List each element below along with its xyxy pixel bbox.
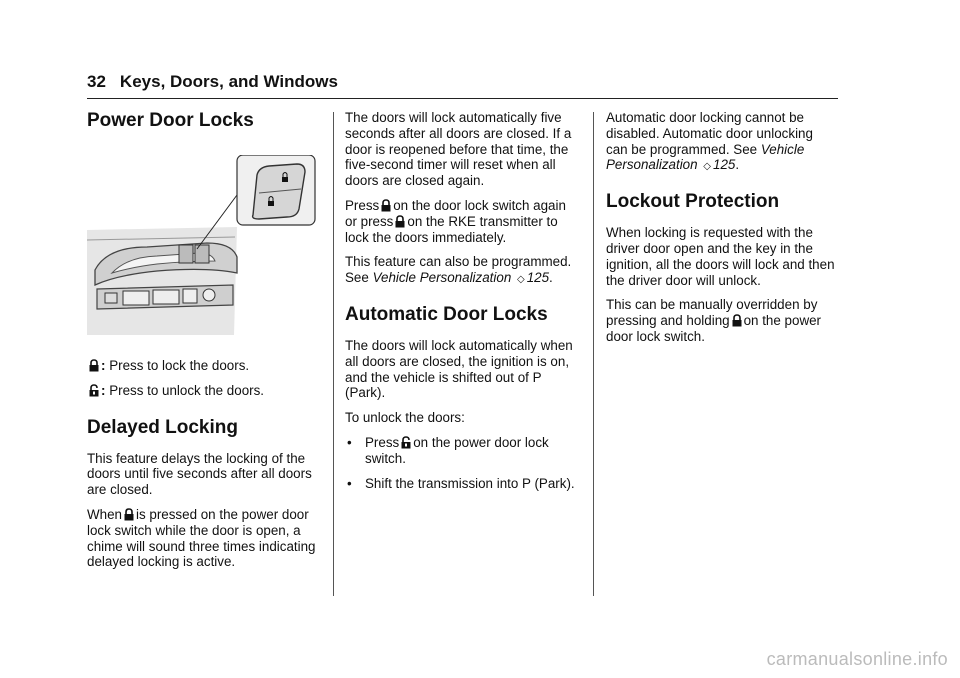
watermark: carmanualsonline.info — [766, 649, 948, 669]
lock-icon — [89, 359, 99, 372]
page-number: 32 — [87, 72, 106, 91]
lock-icon — [124, 508, 134, 521]
auto-lock-disable-para: Automatic door locking cannot be disabled. Automatic door unlocking can be programmed. See Vehicle Personalization ◇ 125. — [606, 110, 813, 173]
column-3 — [606, 110, 838, 354]
power-door-locks-heading: Power Door Locks — [87, 110, 254, 131]
unlock-definition: : Press to unlock the doors. — [87, 383, 319, 399]
unlock-doors-intro: To unlock the doors: — [345, 410, 465, 426]
lock-icon — [395, 215, 405, 228]
page-ref-icon: ◇ — [517, 274, 525, 286]
door-lock-switch-illustration — [87, 155, 317, 335]
lock-icon — [732, 314, 742, 327]
vehicle-personalization-link[interactable]: Vehicle Personalization — [372, 270, 512, 286]
automatic-door-locks-heading: Automatic Door Locks — [345, 303, 548, 325]
unlock-icon — [89, 384, 99, 397]
press-lock-para: Press on the door lock switch again or press on the RKE transmitter to lock the doors immediately. — [345, 197, 566, 245]
auto-lock-para-1: The doors will lock automatically five seconds after all doors are closed. If a door is reopened before that time, the five-second timer will reset when all doors are closed again. — [345, 110, 572, 189]
lockout-para-2: This can be manually overridden by pressing and holding on the power door lock switch. — [606, 297, 822, 344]
column-divider-2 — [593, 112, 594, 596]
column-1-body — [87, 358, 319, 579]
lockout-para-1: When locking is requested with the driver door open and the key in the ignition, all the doors will lock and then the driver door will unlock. — [606, 225, 835, 288]
lockout-protection-heading: Lockout Protection — [606, 191, 780, 213]
bullet-shift-park: • Shift the transmission into P (Park). — [347, 475, 575, 491]
column-1 — [87, 110, 319, 144]
header-rule — [87, 98, 838, 99]
programmed-para: This feature can also be programmed. See Vehicle Personalization ◇ 125. — [345, 254, 572, 286]
lock-icon — [381, 199, 391, 212]
lock-definition: : Press to lock the doors. — [87, 358, 319, 374]
vehicle-personalization-link[interactable]: Vehicle Personalization — [606, 141, 805, 173]
unlock-definition-text: Press to unlock the doors. — [109, 382, 265, 398]
page-ref-icon: ◇ — [703, 161, 711, 173]
page-header — [87, 72, 338, 92]
delayed-locking-para-2: When is pressed on the power door lock switch while the door is open, a chime will sound three times indicating delayed locking is active. — [87, 506, 316, 570]
delayed-locking-para-1: This feature delays the locking of the doors until five seconds after all doors are closed. — [87, 450, 312, 498]
automatic-door-locks-para: The doors will lock automatically when all doors are closed, the ignition is on, and the vehicle is shifted out of P (Park). — [345, 337, 573, 401]
delayed-locking-heading: Delayed Locking — [87, 416, 238, 438]
unlock-icon — [401, 436, 411, 449]
page-ref-number[interactable]: 125 — [526, 270, 550, 286]
column-divider-1 — [333, 112, 334, 596]
page-ref-number[interactable]: 125 — [713, 157, 736, 173]
section-title: Keys, Doors, and Windows — [119, 72, 338, 91]
column-2 — [345, 110, 581, 500]
lock-definition-text: Press to lock the doors. — [109, 358, 250, 373]
bullet-press-unlock: • Press on the power door lock switch. — [347, 434, 549, 466]
